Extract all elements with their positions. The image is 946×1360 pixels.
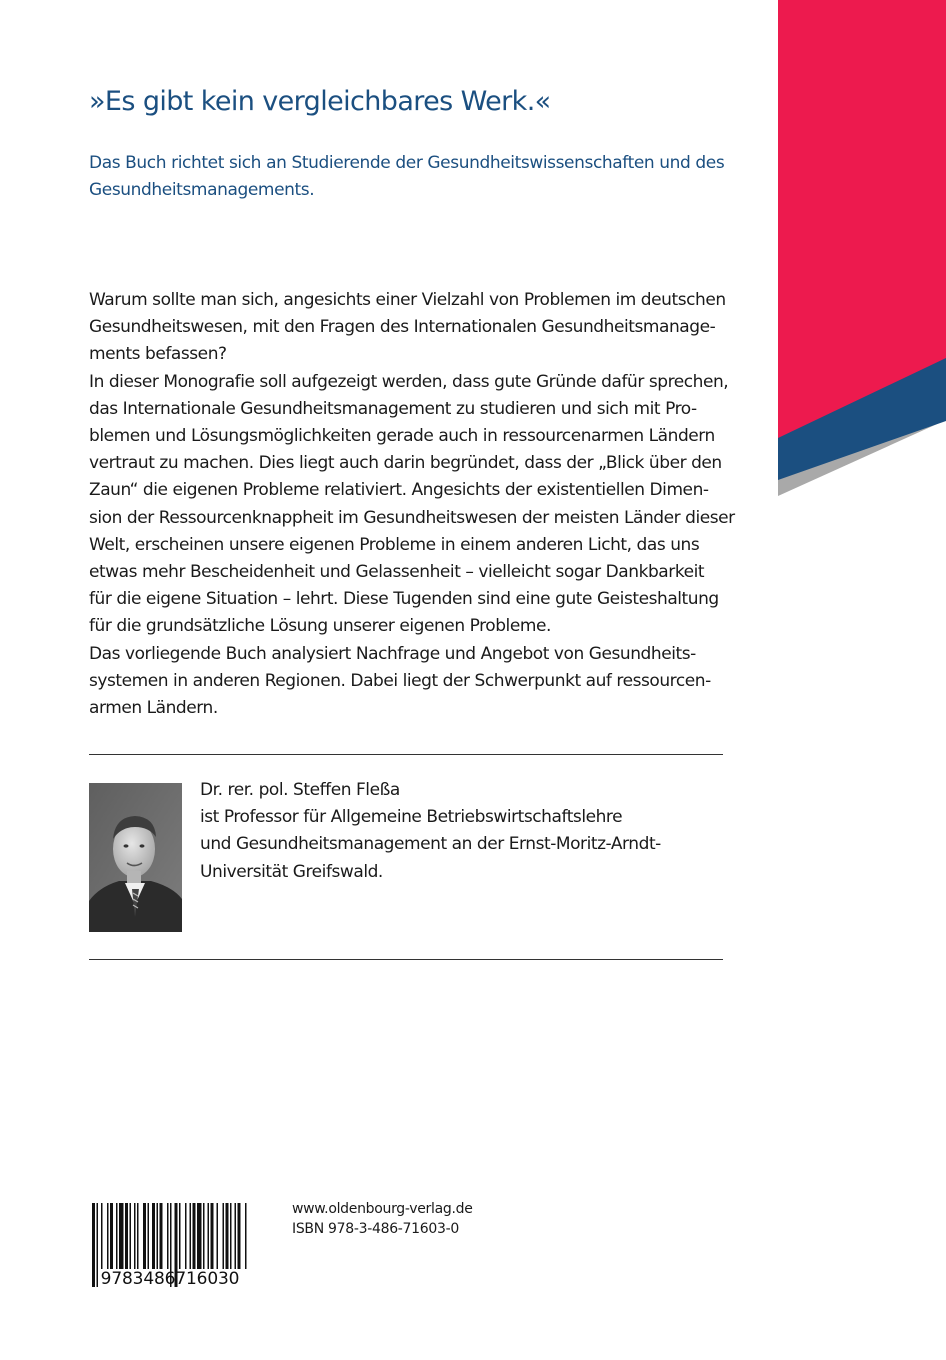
isbn-number: ISBN 978-3-486-71603-0: [292, 1221, 459, 1237]
barcode-bar: [125, 1203, 128, 1269]
barcode-bar: [116, 1203, 118, 1269]
barcode-bar: [101, 1203, 103, 1269]
barcode-bar: [193, 1203, 196, 1269]
barcode-bar: [197, 1203, 202, 1269]
author-info: [200, 777, 720, 886]
divider-top: [89, 754, 723, 755]
description-line: sion der Ressourcenknappheit im Gesundheitswesen der meisten Länder dieser: [89, 507, 735, 528]
author-bio-line: und Gesundheitsmanagement an der Ernst-Moritz-Arndt-: [200, 834, 661, 855]
barcode-bar: [211, 1203, 214, 1269]
barcode-bar: [143, 1203, 146, 1269]
description-line: vertraut zu machen. Dies liegt auch darin begründet, dass der „Blick über den: [89, 453, 722, 474]
barcode-bar: [179, 1203, 181, 1269]
barcode-bar: [137, 1203, 139, 1269]
barcode-bar: [107, 1203, 109, 1269]
book-description: [89, 287, 735, 722]
barcode-bar: [217, 1203, 219, 1269]
headline-quote: »Es gibt kein vergleichbares Werk.«: [89, 86, 551, 117]
barcode-digits: 9783486716030: [100, 1269, 240, 1289]
barcode-bar: [134, 1203, 136, 1269]
author-bio-line: Universität Greifswald.: [200, 861, 383, 882]
publisher-info: [292, 1199, 473, 1239]
description-line: das Internationale Gesundheitsmanagement zu studieren und sich mit Pro-: [89, 398, 697, 419]
barcode-bar: [157, 1203, 159, 1269]
barcode-bar: [148, 1203, 150, 1269]
description-line: armen Ländern.: [89, 698, 218, 719]
barcode-bar: [152, 1203, 155, 1269]
description-line: für die eigene Situation – lehrt. Diese Tugenden sind eine gute Geisteshaltung: [89, 589, 719, 610]
description-line: In dieser Monografie soll aufgezeigt werden, dass gute Gründe dafür sprechen,: [89, 371, 729, 392]
author-bio-line: ist Professor für Allgemeine Betriebswirtschaftslehre: [200, 807, 623, 828]
description-line: blemen und Lösungsmöglichkeiten gerade auch in ressourcenarmen Ländern: [89, 426, 715, 447]
description-line: etwas mehr Bescheidenheit und Gelassenheit – vielleicht sogar Dankbarkeit: [89, 562, 705, 583]
description-line: Gesundheitswesen, mit den Fragen des Internationalen Gesundheitsmanage-: [89, 317, 716, 338]
red-block: [778, 0, 946, 438]
author-portrait-image: [89, 783, 182, 932]
barcode-bar: [226, 1203, 229, 1269]
barcode-bar: [185, 1203, 187, 1269]
barcode-bar: [190, 1203, 192, 1269]
barcode-bar: [130, 1203, 132, 1269]
target-audience-text: Das Buch richtet sich an Studierende der Gesundheitswissenschaften und des Gesundheitsmanagements.: [89, 153, 725, 200]
description-line: Das vorliegende Buch analysiert Nachfrage und Angebot von Gesundheits-: [89, 643, 696, 664]
barcode-bar: [203, 1203, 205, 1269]
description-line: Zaun“ die eigenen Probleme relativiert. Angesichts der existentiellen Dimen-: [89, 480, 709, 501]
description-line: systemen in anderen Regionen. Dabei liegt der Schwerpunkt auf ressourcen-: [89, 670, 711, 691]
barcode-bar: [160, 1203, 163, 1269]
barcode-bar: [223, 1203, 225, 1269]
gray-stripe: [778, 412, 946, 496]
barcode-bar: [235, 1203, 237, 1269]
description-line: Warum sollte man sich, angesichts einer Vielzahl von Problemen im deutschen: [89, 290, 726, 310]
barcode-bar: [167, 1203, 169, 1269]
description-line: für die grundsätzliche Lösung unserer eigenen Probleme.: [89, 616, 551, 637]
barcode-bar: [230, 1203, 232, 1269]
blue-stripe: [778, 356, 946, 480]
barcode-bar: [245, 1203, 247, 1269]
description-line: ments befassen?: [89, 344, 227, 365]
divider-bottom: [89, 959, 723, 960]
author-photo: [89, 783, 182, 932]
barcode-bar: [208, 1203, 210, 1269]
publisher-url: www.oldenbourg-verlag.de: [292, 1201, 473, 1217]
barcode-bar: [238, 1203, 241, 1269]
barcode-bar: [119, 1203, 124, 1269]
barcode-bar: [110, 1203, 113, 1269]
author-name: Dr. rer. pol. Steffen Fleßa: [200, 780, 400, 800]
description-line: Welt, erscheinen unsere eigenen Probleme in einem anderen Licht, das uns: [89, 534, 700, 555]
